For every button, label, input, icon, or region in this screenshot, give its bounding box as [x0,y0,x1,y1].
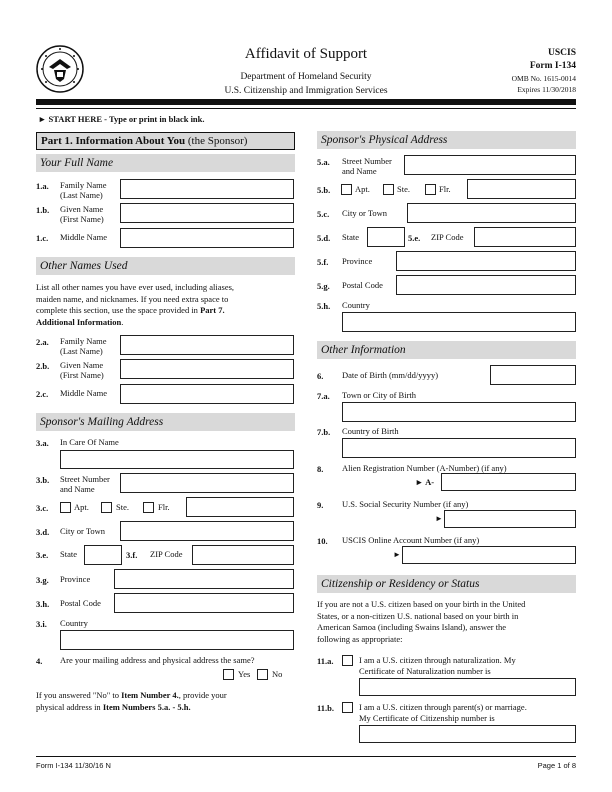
item-2b-number: 2.b. [36,361,50,371]
physical-ste-label: Ste. [397,184,410,194]
item-5a-label: Street Number and Name [342,156,392,176]
physical-country-field[interactable] [342,312,576,332]
a-number-field[interactable] [441,473,576,491]
item-7a-number: 7.a. [317,391,330,401]
in-care-of-field[interactable] [60,450,294,469]
middle-name-field[interactable] [120,228,294,248]
form-title: Affidavit of Support [244,46,368,62]
item-5g-label: Postal Code [342,280,383,290]
item-9-number: 9. [317,500,324,510]
other-names-intro-line-3: complete this section, use the space provided in [36,305,201,315]
item-3a-label: In Care Of Name [60,437,119,447]
item-11b-line-2: My Certificate of Citizenship number is [359,713,495,723]
item-5f-number: 5.f. [317,257,329,267]
item-3d-number: 3.d. [36,527,50,537]
mailing-state-select[interactable] [84,545,122,565]
item-3b-number: 3.b. [36,475,50,485]
item-1b-number: 1.b. [36,205,50,215]
item-3g-number: 3.g. [36,575,49,585]
item-8-label: Alien Registration Number (A-Number) (if any) [342,463,507,473]
item-3e-number: 3.e. [36,550,49,560]
item-5c-number: 5.c. [317,209,330,219]
physical-zip-field[interactable] [474,227,576,247]
physical-postal-code-field[interactable] [396,275,576,295]
citizenship-intro-line-1: If you are not a U.S. citizen based on your birth in the United [317,599,526,609]
start-here-instruction: ► START HERE - Type or print in black ink. [38,114,205,124]
item-8-number: 8. [317,464,324,474]
footer-rule [36,756,576,757]
citizenship-through-parents-checkbox[interactable] [342,702,353,713]
item-2c-label: Middle Name [60,388,107,398]
other-names-intro-line-2: maiden name, and nicknames. If you need extra space to [36,293,229,304]
mailing-ste-label: Ste. [116,502,129,512]
mailing-unit-number-field[interactable] [186,497,294,517]
form-number: Form I-134 [529,61,576,71]
physical-flr-label: Flr. [439,184,451,194]
part1-title-suffix: (the Sponsor) [185,135,248,147]
same-address-no-checkbox[interactable] [257,669,268,680]
ssn-arrow-icon: ► [435,514,443,523]
note-text-3: physical address in [36,701,103,712]
mailing-flr-checkbox[interactable] [143,502,154,513]
mailing-province-field[interactable] [114,569,294,589]
dhs-seal [36,45,84,93]
section-other-names: Other Names Used [36,257,295,275]
department-name: Department of Homeland Security [240,72,372,82]
note-text-1: If you answered "No" to [36,690,122,700]
naturalization-certificate-field[interactable] [359,678,576,696]
other-names-intro-line-1: List all other names you have ever used, including aliases, [36,282,235,292]
item-6-label: Date of Birth (mm/dd/yyyy) [342,370,439,380]
part1-header [36,132,295,150]
agency-name: U.S. Citizenship and Immigration Services [224,86,388,96]
section-physical-address: Sponsor's Physical Address [317,131,576,149]
footer-form-id: Form I-134 11/30/16 N [36,761,111,770]
section-full-name: Your Full Name [36,154,295,172]
item-4-number: 4. [36,656,43,666]
item-1a-label: Family Name (Last Name) [60,180,107,200]
note-text-2: , provide your [178,690,227,700]
physical-city-field[interactable] [407,203,576,223]
item-3b-label: Street Number and Name [60,474,110,494]
item-11a-number: 11.a. [317,656,334,666]
section-other-information: Other Information [317,341,576,359]
mailing-street-field[interactable] [120,473,294,493]
item-7b-number: 7.b. [317,427,331,437]
physical-apt-label: Apt. [355,184,370,194]
same-address-yes-label: Yes [238,669,251,679]
item-7b-label: Country of Birth [342,426,399,436]
city-of-birth-field[interactable] [342,402,576,422]
item-3d-label: City or Town [60,526,106,536]
item-2b-label: Given Name (First Name) [60,360,104,380]
item-1b-label: Given Name (First Name) [60,204,104,224]
mailing-ste-checkbox[interactable] [101,502,112,513]
header-rule-thin [36,108,576,109]
other-middle-name-field[interactable] [120,384,294,404]
item-3i-number: 3.i. [36,619,47,629]
item-3i-label: Country [60,618,88,628]
omb-number: OMB No. 1615-0014 [511,74,576,83]
citizenship-intro-line-3: American Samoa (including Swains Island), answer the [317,622,507,632]
citizenship-intro-line-4: following as appropriate: [317,633,403,644]
item-4-label: Are your mailing address and physical address the same? [60,655,255,665]
other-family-name-field[interactable] [120,335,294,355]
item-9-label: U.S. Social Security Number (if any) [342,499,469,509]
physical-province-field[interactable] [396,251,576,271]
footer-page-number: Page 1 of 8 [537,761,576,770]
physical-flr-checkbox[interactable] [425,184,436,195]
item-5b-number: 5.b. [317,185,331,195]
uscis-online-account-field[interactable] [402,546,576,564]
item-5f-label: Province [342,256,373,266]
item-3f-number: 3.f. [126,550,138,560]
item-5g-number: 5.g. [317,281,330,291]
citizenship-intro-line-2: States, or a non-citizen U.S. national based on your birth in [317,610,519,621]
item-10-label: USCIS Online Account Number (if any) [342,535,480,545]
item-1a-number: 1.a. [36,181,49,191]
item-6-number: 6. [317,371,324,381]
item-5e-label: ZIP Code [431,232,464,242]
item-2c-number: 2.c. [36,389,49,399]
item-2a-label: Family Name (Last Name) [60,336,107,356]
mailing-city-field[interactable] [120,521,294,541]
item-2a-number: 2.a. [36,337,49,347]
date-of-birth-field[interactable] [490,365,576,385]
citizenship-intro [317,599,577,645]
item-11a-line-2: Certificate of Naturalization number is [359,666,491,676]
a-number-prefix: ► A- [415,477,435,487]
item-11b-line-1: I am a U.S. citizen through parent(s) or marriage. [359,702,527,712]
country-of-birth-field[interactable] [342,438,576,458]
item-3h-number: 3.h. [36,599,50,609]
mailing-apt-checkbox[interactable] [60,502,71,513]
physical-state-select[interactable] [367,227,405,247]
physical-apt-checkbox[interactable] [341,184,352,195]
part7-reference: Part 7. [200,305,225,315]
part1-title: Part 1. Information About You [41,135,186,147]
note-items-5-ref: Item Numbers 5.a. - 5.h. [102,701,191,712]
item-3e-label: State [60,549,77,559]
physical-ste-checkbox[interactable] [383,184,394,195]
other-names-intro [36,282,295,328]
item-5c-label: City or Town [342,208,388,218]
item-5a-number: 5.a. [317,157,330,167]
section-mailing-address: Sponsor's Mailing Address [36,413,295,431]
other-given-name-field[interactable] [120,359,294,379]
note-item-4-ref: Item Number 4. [121,690,179,700]
expiration-date: Expires 11/30/2018 [517,85,576,94]
item-7a-label: Town or City of Birth [342,390,417,400]
same-address-yes-checkbox[interactable] [223,669,234,680]
mailing-flr-label: Flr. [158,502,170,512]
other-names-intro-end: . [121,316,124,327]
item-10-number: 10. [317,536,328,546]
item-11b-number: 11.b. [317,703,335,713]
uscis-label: USCIS [548,48,576,58]
section-citizenship: Citizenship or Residency or Status [317,575,576,593]
ssn-field[interactable] [444,510,576,528]
item-5h-number: 5.h. [317,301,331,311]
online-account-arrow-icon: ► [393,550,401,559]
item-5h-label: Country [342,300,370,310]
item-3f-label: ZIP Code [150,549,183,559]
item-1c-label: Middle Name [60,232,107,242]
header-rule-thick [36,99,576,105]
mailing-country-field[interactable] [60,630,294,650]
same-address-no-label: No [272,669,283,679]
physical-address-note [36,690,296,713]
citizenship-certificate-field[interactable] [359,725,576,743]
mailing-apt-label: Apt. [74,502,89,512]
given-name-field[interactable] [120,203,294,223]
mailing-zip-field[interactable] [192,545,294,565]
mailing-postal-code-field[interactable] [114,593,294,613]
item-5e-number: 5.e. [408,233,421,243]
item-5d-label: State [342,232,359,242]
additional-information-reference: Additional Information [36,316,122,327]
item-3g-label: Province [60,574,91,584]
item-3c-number: 3.c. [36,503,49,513]
physical-unit-number-field[interactable] [467,179,576,199]
item-1c-number: 1.c. [36,233,49,243]
item-11a-line-1: I am a U.S. citizen through naturalization. My [359,655,516,665]
physical-street-field[interactable] [404,155,576,175]
item-5d-number: 5.d. [317,233,331,243]
item-3h-label: Postal Code [60,598,101,608]
naturalization-checkbox[interactable] [342,655,353,666]
family-name-field[interactable] [120,179,294,199]
item-3a-number: 3.a. [36,438,49,448]
